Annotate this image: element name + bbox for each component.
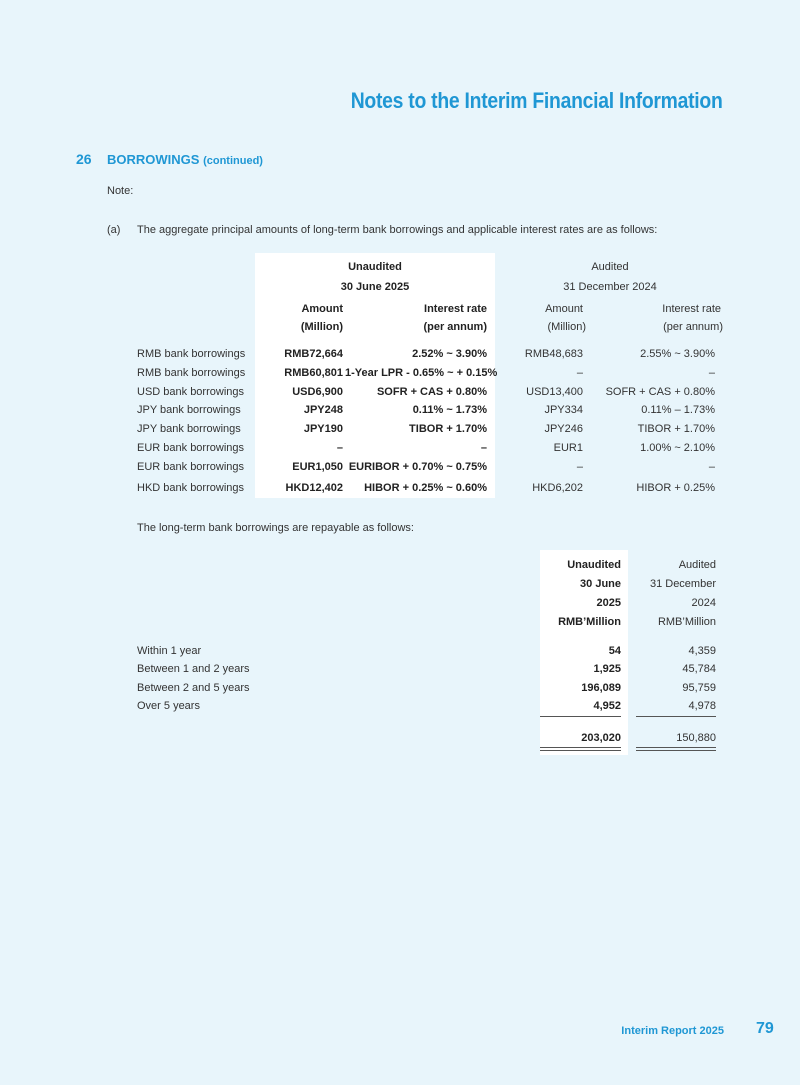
- t1-row-label: RMB bank borrowings: [137, 367, 246, 379]
- t1-unaudited-label: Unaudited: [348, 261, 402, 273]
- t1-u-rate-header: Interest rate: [424, 303, 487, 315]
- t1-u-amount-unit: (Million): [300, 321, 343, 333]
- t1-row-a-rate: 0.11% – 1.73%: [641, 404, 715, 416]
- t2-row-label: Between 2 and 5 years: [137, 682, 250, 694]
- t1-audited-label: Audited: [591, 261, 629, 273]
- t1-a-amount-header: Amount: [545, 303, 583, 315]
- t1-row-a-amount: RMB48,683: [524, 348, 583, 360]
- t1-row-a-amount: –: [576, 461, 583, 473]
- t1-a-amount-unit: (Million): [547, 321, 586, 333]
- t1-row-a-rate: TIBOR + 1.70%: [637, 423, 715, 435]
- total-double-rule-unaudited: [540, 750, 621, 751]
- t2-unaudited-date: 30 June: [580, 578, 621, 590]
- t1-row-u-amount: JPY248: [303, 404, 343, 416]
- t1-row-u-amount: JPY190: [303, 423, 343, 435]
- t1-audited-date: 31 December 2024: [563, 281, 657, 293]
- t1-row-label: EUR bank borrowings: [137, 442, 244, 454]
- page-title: Notes to the Interim Financial Information: [351, 88, 723, 113]
- section-continued: (continued): [203, 155, 263, 167]
- t1-row-u-rate: EURIBOR + 0.70% ~ 0.75%: [348, 461, 487, 473]
- t1-row-a-rate: –: [708, 461, 715, 473]
- t1-row-label: JPY bank borrowings: [137, 423, 241, 435]
- t1-row-a-rate: SOFR + CAS + 0.80%: [605, 386, 715, 398]
- t2-audited-unit: RMB’Million: [657, 616, 716, 628]
- t2-row-label: Between 1 and 2 years: [137, 663, 250, 675]
- total-rule-audited: [636, 747, 716, 748]
- t2-row-label: Over 5 years: [137, 700, 200, 712]
- t2-unaudited-year: 2025: [596, 597, 621, 609]
- t1-row-a-rate: 2.55% ~ 3.90%: [640, 348, 715, 360]
- t2-row-unaudited: 4,952: [593, 700, 621, 712]
- t1-a-rate-unit: (per annum): [663, 321, 723, 333]
- t1-row-a-amount: JPY334: [544, 404, 583, 416]
- subtotal-rule-audited: [636, 716, 716, 717]
- t2-total-unaudited: 203,020: [581, 732, 621, 744]
- total-double-rule-audited: [636, 750, 716, 751]
- item-marker: (a): [107, 224, 121, 236]
- t1-row-a-amount: EUR1: [553, 442, 583, 454]
- total-rule-unaudited: [540, 747, 621, 748]
- t1-row-label: RMB bank borrowings: [137, 348, 246, 360]
- t1-u-amount-header: Amount: [301, 303, 343, 315]
- t1-row-u-rate: SOFR + CAS + 0.80%: [376, 386, 487, 398]
- t1-row-u-rate: TIBOR + 1.70%: [409, 423, 487, 435]
- t2-unaudited-label: Unaudited: [567, 559, 621, 571]
- footer-report-name: Interim Report 2025: [621, 1025, 724, 1037]
- t2-row-audited: 45,784: [682, 663, 716, 675]
- t2-unaudited-unit: RMB’Million: [558, 616, 621, 628]
- t2-row-audited: 4,978: [688, 700, 716, 712]
- t2-total-audited: 150,880: [676, 732, 716, 744]
- subtotal-rule-unaudited: [540, 716, 621, 717]
- t1-a-rate-header: Interest rate: [662, 303, 721, 315]
- t1-row-u-rate: 1-Year LPR - 0.65% ~ + 0.15%: [345, 367, 498, 379]
- t2-audited-date: 31 December: [649, 578, 716, 590]
- t1-row-u-rate: –: [480, 442, 487, 454]
- t1-row-u-rate: HIBOR + 0.25% ~ 0.60%: [364, 482, 487, 494]
- t1-row-u-amount: USD6,900: [292, 386, 343, 398]
- item-text: The aggregate principal amounts of long-term bank borrowings and applicable interest rates are as follows:: [137, 224, 658, 236]
- t2-audited-label: Audited: [678, 559, 716, 571]
- t2-row-label: Within 1 year: [137, 645, 202, 657]
- t2-row-unaudited: 54: [608, 645, 621, 657]
- t1-row-u-amount: RMB72,664: [284, 348, 343, 360]
- repay-intro: The long-term bank borrowings are repayable as follows:: [137, 522, 414, 534]
- t1-row-u-amount: RMB60,801: [284, 367, 343, 379]
- t2-row-unaudited: 196,089: [581, 682, 621, 694]
- t1-row-u-amount: –: [336, 442, 343, 454]
- t1-row-a-amount: JPY246: [544, 423, 583, 435]
- t1-u-rate-unit: (per annum): [423, 321, 487, 333]
- t2-row-unaudited: 1,925: [593, 663, 621, 675]
- section-number: 26: [76, 151, 92, 167]
- t2-row-audited: 4,359: [688, 645, 716, 657]
- t1-row-label: JPY bank borrowings: [137, 404, 241, 416]
- t1-row-a-rate: –: [708, 367, 715, 379]
- section-title: BORROWINGS (continued): [107, 152, 263, 167]
- t1-row-label: USD bank borrowings: [137, 386, 244, 398]
- t1-row-a-rate: HIBOR + 0.25%: [636, 482, 715, 494]
- t1-row-label: EUR bank borrowings: [137, 461, 244, 473]
- t2-audited-year: 2024: [691, 597, 716, 609]
- t1-row-u-amount: HKD12,402: [285, 482, 343, 494]
- page-number: 79: [756, 1020, 774, 1037]
- t1-row-label: HKD bank borrowings: [137, 482, 244, 494]
- t1-row-u-rate: 0.11% ~ 1.73%: [412, 404, 487, 416]
- note-label: Note:: [107, 185, 134, 197]
- t2-row-audited: 95,759: [682, 682, 716, 694]
- t1-row-a-amount: HKD6,202: [532, 482, 583, 494]
- t1-row-u-rate: 2.52% ~ 3.90%: [412, 348, 487, 360]
- t1-row-a-rate: 1.00% ~ 2.10%: [640, 442, 715, 454]
- t1-row-a-amount: –: [576, 367, 583, 379]
- t1-unaudited-date: 30 June 2025: [340, 281, 410, 293]
- t1-row-u-amount: EUR1,050: [292, 461, 343, 473]
- t1-row-a-amount: USD13,400: [526, 386, 583, 398]
